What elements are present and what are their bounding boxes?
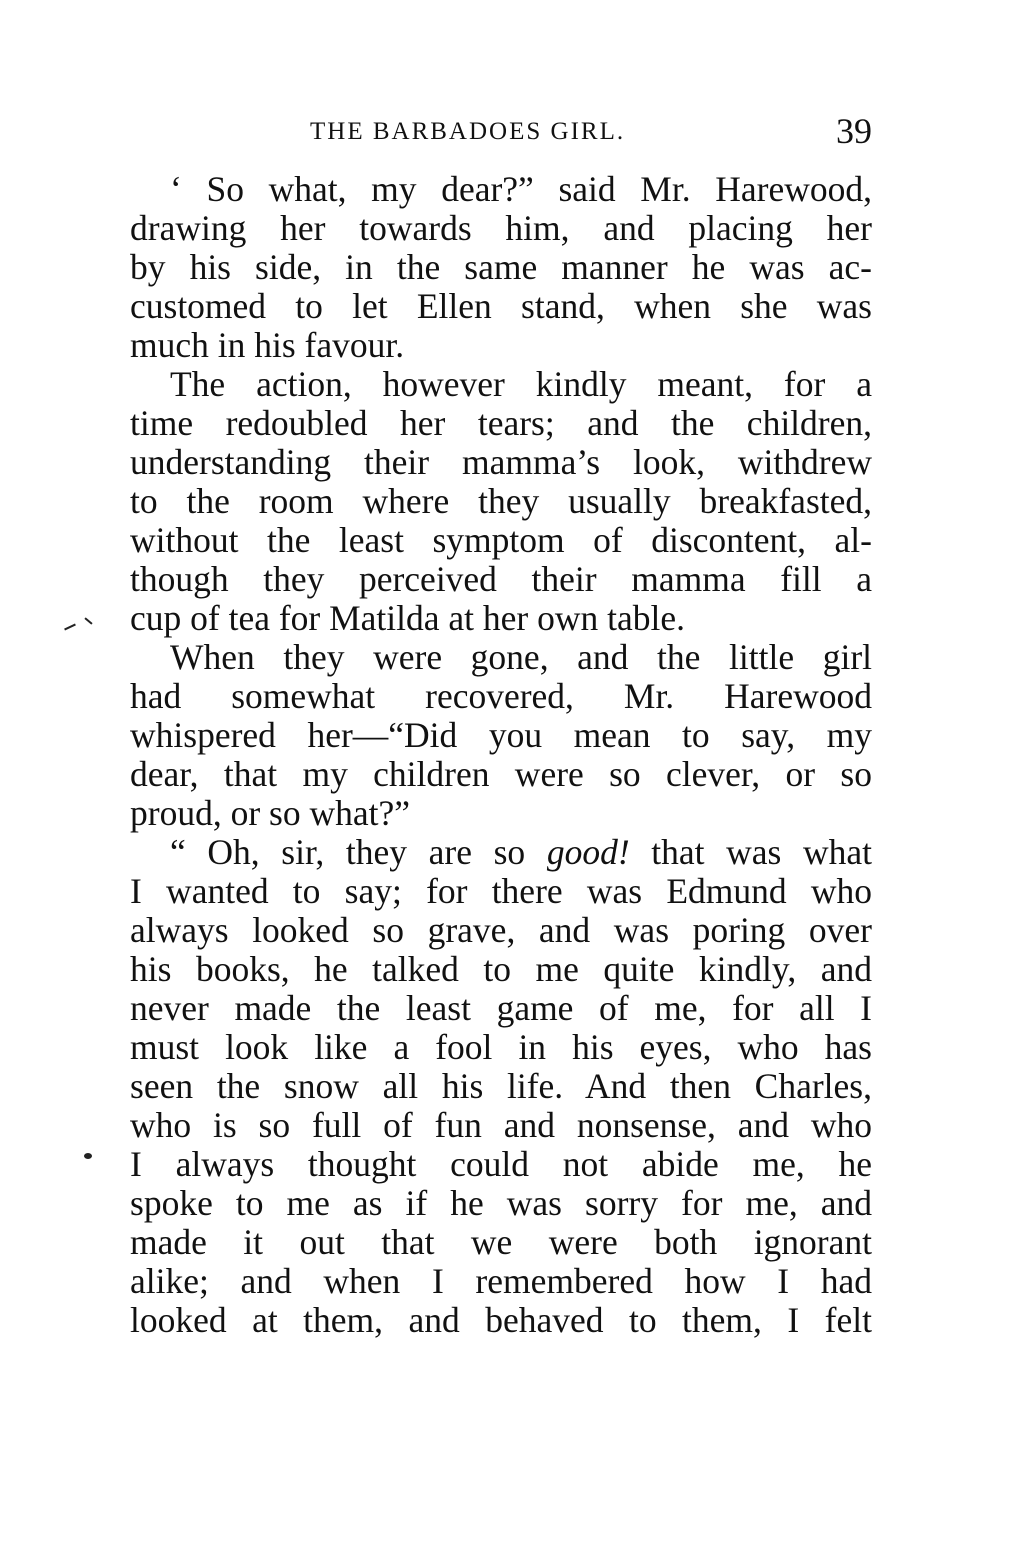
text-line: though they perceived their mamma fill a — [130, 559, 872, 599]
text-line: looked at them, and behaved to them, I felt — [130, 1300, 872, 1340]
text-line: proud, or so what?” — [130, 793, 410, 833]
text-line: The action, however kindly meant, for a — [170, 364, 872, 404]
text-line: alike; and when I remembered how I had — [130, 1261, 872, 1301]
text-line: ‘ So what, my dear?” said Mr. Harewood, — [170, 169, 872, 209]
text-line: who is so full of fun and nonsense, and who — [130, 1105, 872, 1145]
text-line: customed to let Ellen stand, when she was — [130, 286, 872, 326]
text-line: always looked so grave, and was poring over — [130, 910, 872, 950]
page-header — [130, 110, 872, 154]
text-line: his books, he talked to me quite kindly, and — [130, 949, 872, 989]
text-line: without the least symptom of discontent, al- — [130, 520, 872, 560]
text-line: When they were gone, and the little girl — [170, 637, 872, 677]
text-line: cup of tea for Matilda at her own table. — [130, 598, 685, 638]
text-line: never made the least game of me, for all I — [130, 988, 872, 1028]
text-line: dear, that my children were so clever, or so — [130, 754, 872, 794]
emphasis-text: good! — [546, 832, 630, 872]
text-line: must look like a fool in his eyes, who has — [130, 1027, 872, 1067]
text-line: time redoubled her tears; and the children, — [130, 403, 872, 443]
ink-speck — [84, 1153, 92, 1159]
running-head: THE BARBADOES GIRL. — [310, 118, 626, 145]
text-line-with-emphasis — [130, 833, 872, 872]
text-run: that was what — [629, 832, 872, 872]
page-number: 39 — [836, 111, 872, 151]
body-text — [130, 170, 872, 1340]
text-line: I wanted to say; for there was Edmund who — [130, 871, 872, 911]
text-line: much in his favour. — [130, 325, 405, 365]
text-run: “ Oh, sir, they are so — [170, 832, 547, 872]
text-line: I always thought could not abide me, he — [130, 1144, 872, 1184]
text-line: seen the snow all his life. And then Charles, — [130, 1066, 872, 1106]
text-line: by his side, in the same manner he was ac- — [130, 247, 872, 287]
ink-speck — [64, 624, 76, 631]
ink-speck — [84, 617, 92, 624]
text-line: whispered her—“Did you mean to say, my — [130, 715, 872, 755]
text-line: spoke to me as if he was sorry for me, and — [130, 1183, 872, 1223]
text-line: made it out that we were both ignorant — [130, 1222, 872, 1262]
text-line: had somewhat recovered, Mr. Harewood — [130, 676, 872, 716]
text-line: to the room where they usually breakfasted, — [130, 481, 872, 521]
text-line: drawing her towards him, and placing her — [130, 208, 872, 248]
text-line: understanding their mamma’s look, withdrew — [130, 442, 872, 482]
